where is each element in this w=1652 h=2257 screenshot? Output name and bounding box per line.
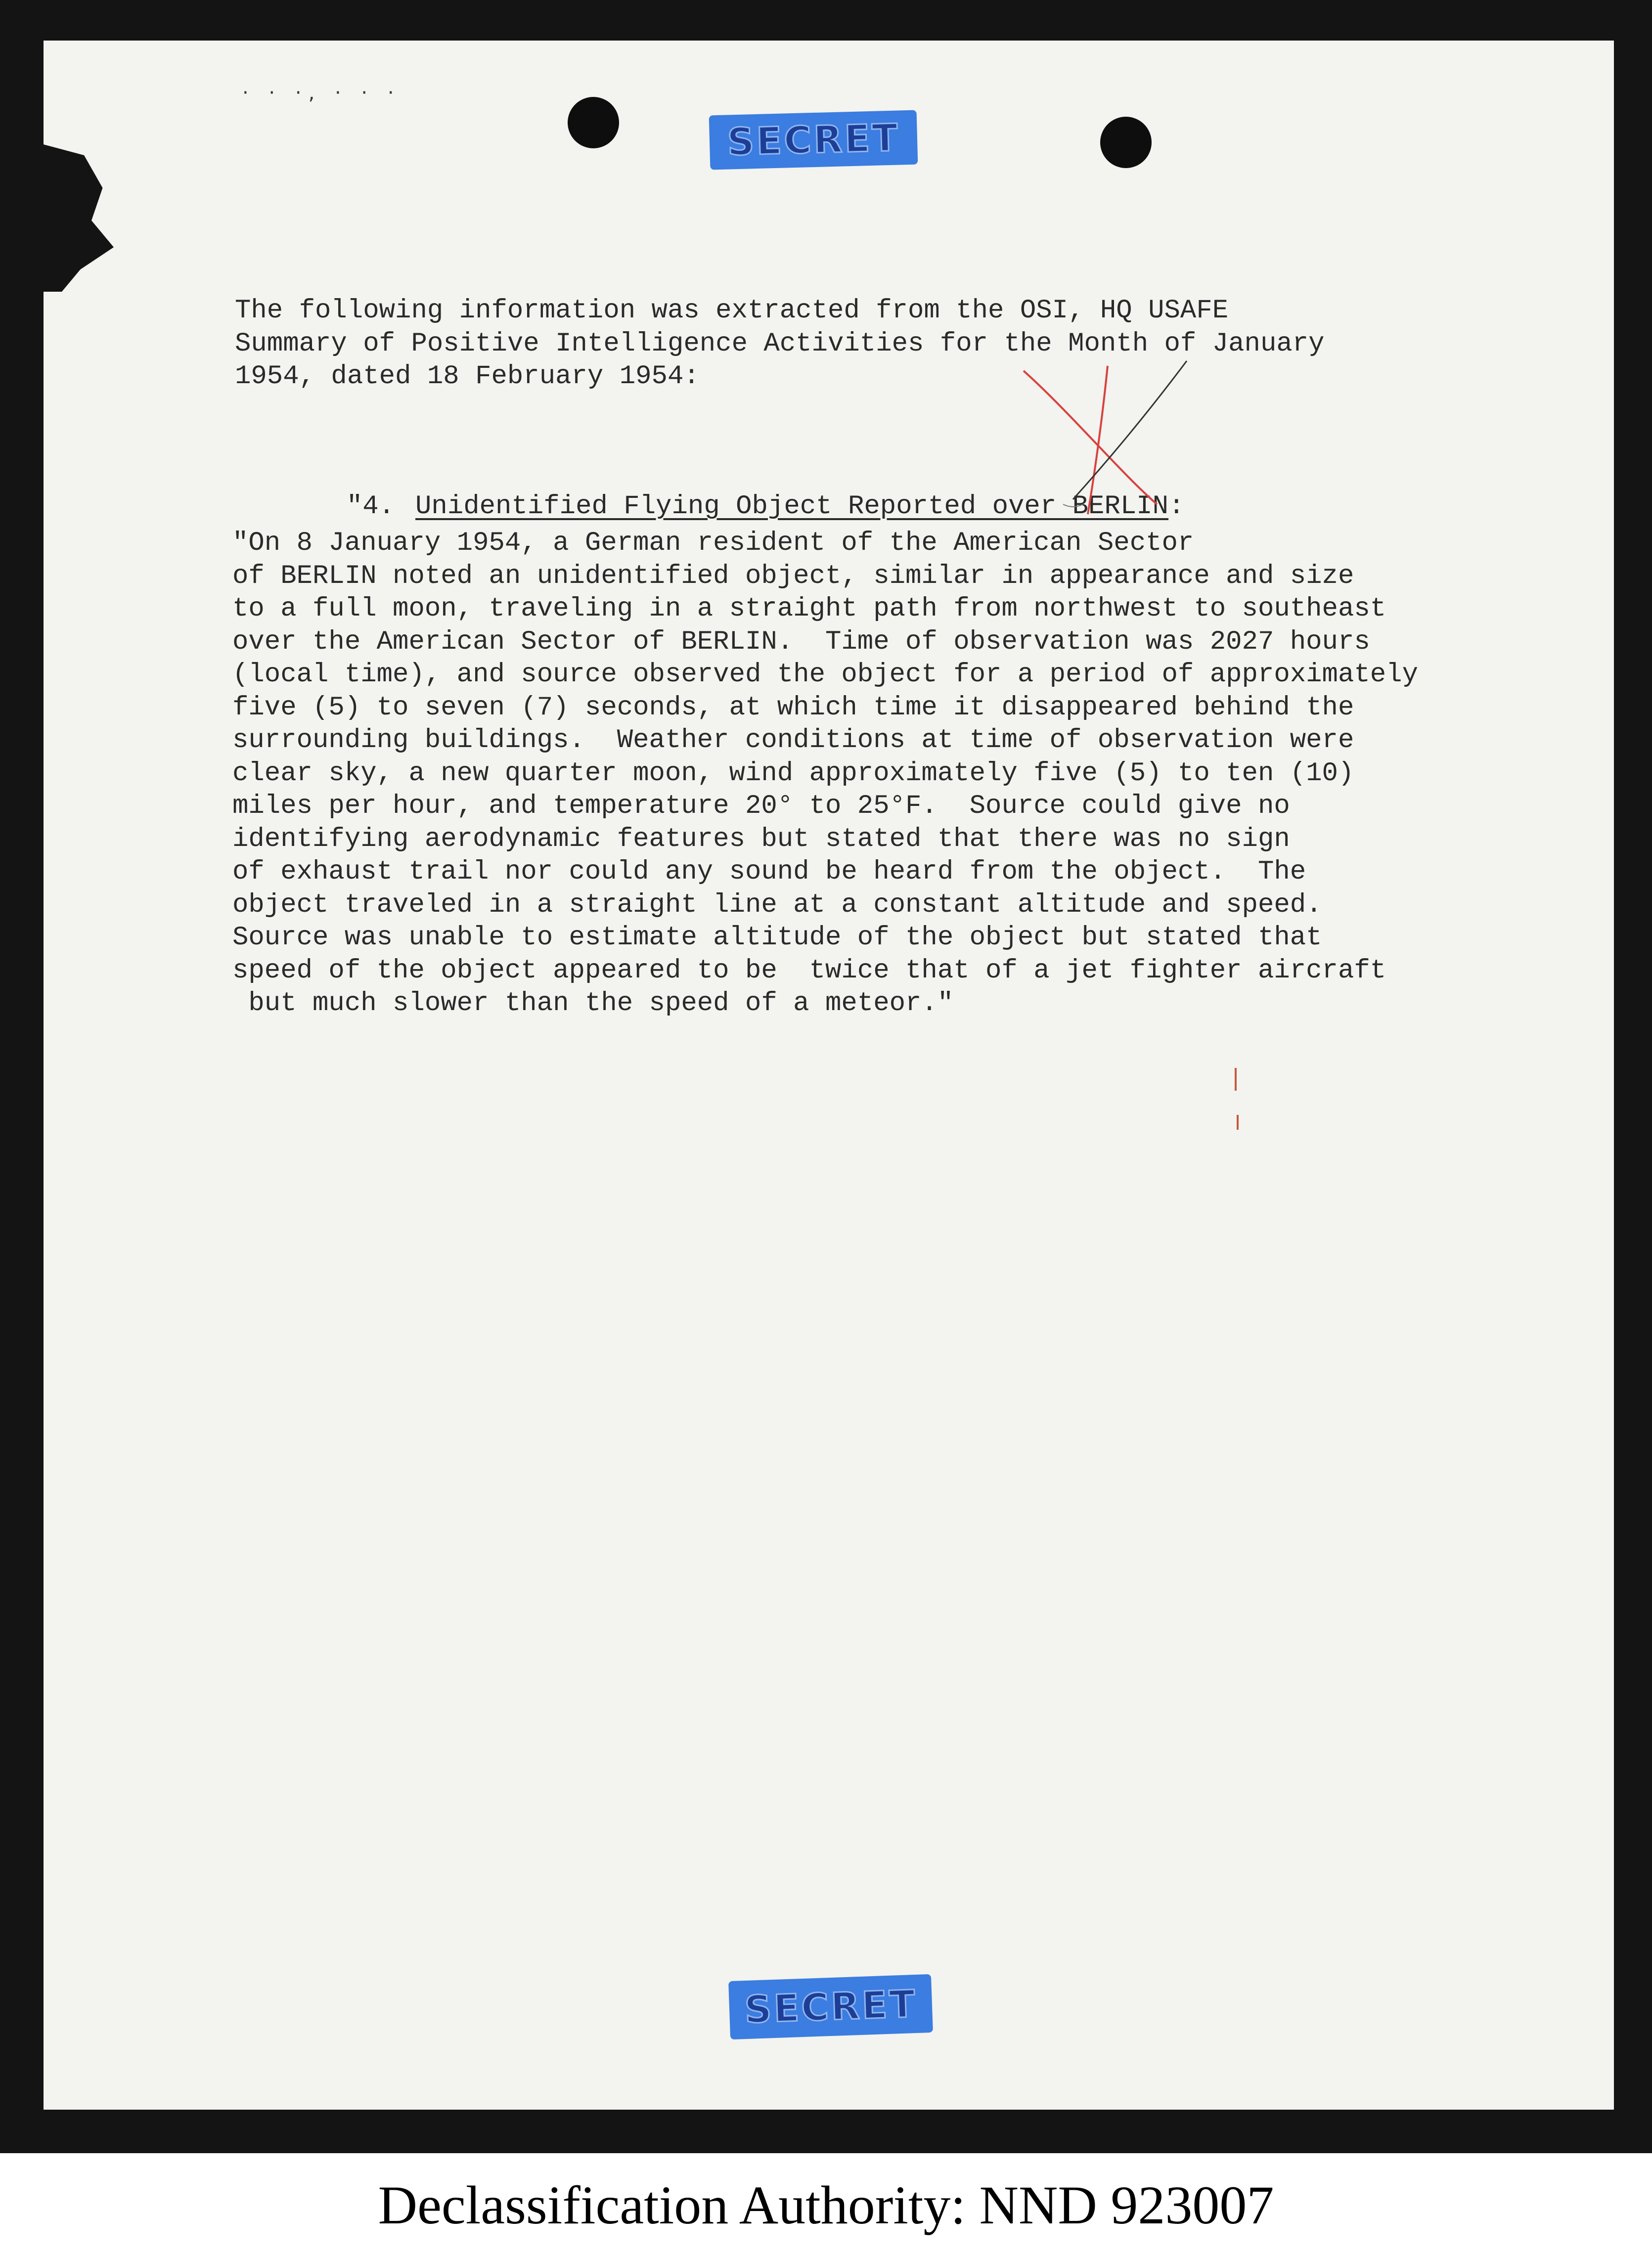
margin-tick-mark (1237, 1115, 1239, 1130)
declassification-credit: Declassification Authority: NND 923007 (0, 2153, 1652, 2257)
red-pencil-stroke-1 (1024, 371, 1157, 504)
pencil-cross-mark-icon (1009, 356, 1197, 519)
intro-paragraph: The following information was extracted from the OSI, HQ USAFE Summary of Positive Intelligence Activities for the Month of January 1954, dated 18 February 1954: (235, 296, 1325, 392)
punch-hole-left (568, 97, 619, 148)
paper-specks: · · ·, · · · (242, 82, 401, 104)
red-pencil-stroke-2 (1088, 366, 1108, 514)
secret-stamp-top-text: SECRET (726, 115, 900, 164)
item-title-colon: : (1168, 491, 1185, 522)
secret-stamp-bottom-text: SECRET (744, 1981, 918, 2032)
secret-stamp-bottom (728, 1974, 933, 2039)
report-body-paragraph: "On 8 January 1954, a German resident of the American Sector of BERLIN noted an unidentified object, similar in appearance and size to a full moon, traveling in a straight path from northwest to southeast over the American Sector of BERLIN. Time of observation was 2027 hours (local time), and source observed the object for a period of approximately five (5) to seven (7) seconds, at which time it disappeared behind the surrounding buildings. Weather conditions at time of observation were clear sky, a new quarter moon, wind approximately five (5) to ten (10) miles per hour, and temperature 20° to 25°F. Source could give no identifying aerodynamic features but stated that there was no sign of exhaust trail nor could any sound be heard from the object. The object traveled in a straight line at a constant altitude and speed. Source was unable to estimate altitude of the object but stated that speed of the object appeared to be twice that of a jet fighter aircraft but much slower than the speed of a meteor." (232, 528, 1418, 1018)
item-title: Unidentified Flying Object Reported over BERLIN (415, 491, 1169, 522)
pencil-scribble (1063, 504, 1083, 507)
margin-tick-mark (1235, 1068, 1237, 1091)
item-number: "4. (346, 491, 395, 522)
punch-hole-right (1100, 117, 1152, 168)
secret-stamp-top (709, 110, 918, 170)
